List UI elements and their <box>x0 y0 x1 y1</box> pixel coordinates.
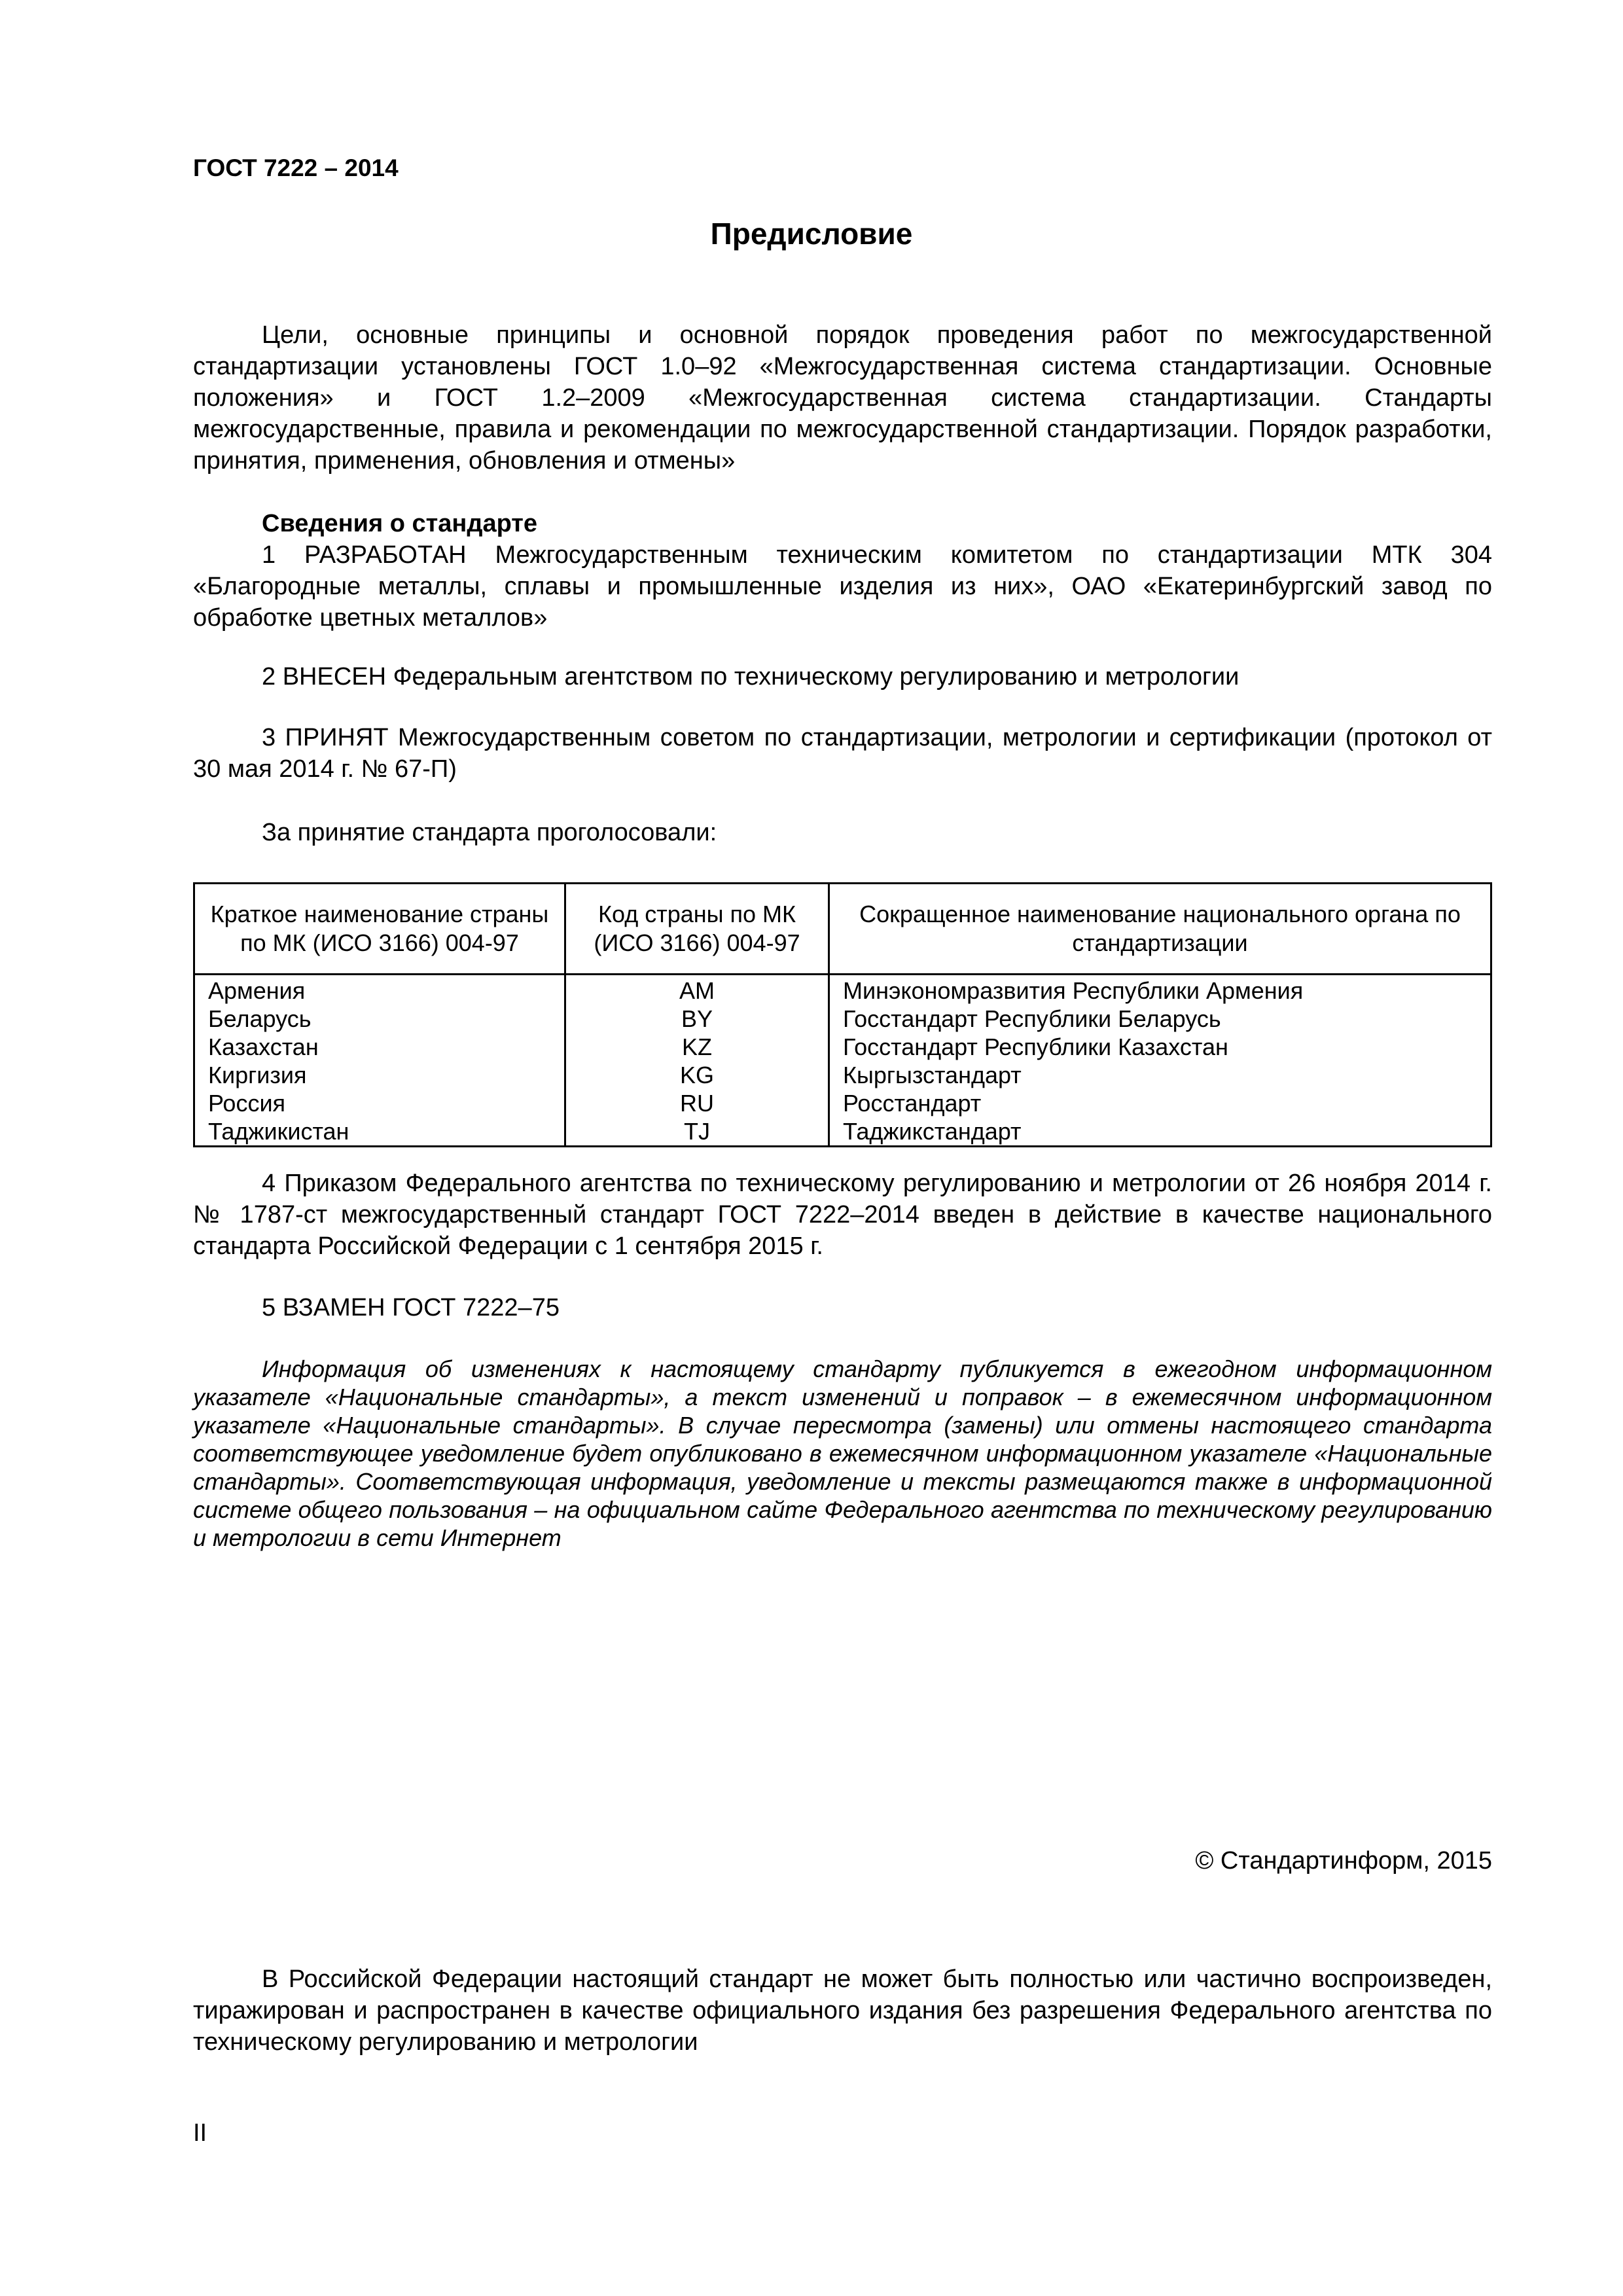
cell-body: Госстандарт Республики Беларусь <box>829 1005 1491 1033</box>
cell-country: Россия <box>194 1089 565 1117</box>
table-header-row <box>194 884 1491 975</box>
changes-notice: Информация об изменениях к настоящему стандарту публикуется в ежегодном информационном указателе «Национальные стандарты», а текст изменений и поправок – в ежемесячном информационном указателе «Национальные стандарты». В случае пересмотра (замены) или отмены настоящего стандарта соответствующее уведомление будет опубликовано в ежемесячном информационном указателе «Национальные стандарты». Соответствующая информация, уведомление и тексты размещаются также в информационной системе общего пользования – на официальном сайте Федерального агентства по техническому регулированию и метрологии в сети Интернет <box>193 1355 1492 1551</box>
table-row <box>194 975 1491 1005</box>
standard-header: ГОСТ 7222 – 2014 <box>193 154 399 181</box>
cell-country: Казахстан <box>194 1033 565 1061</box>
voting-table-container <box>193 882 1492 1147</box>
item-2-paragraph: 2 ВНЕСЕН Федеральным агентством по техническому регулированию и метрологии <box>262 663 1240 691</box>
cell-code: AM <box>565 975 829 1005</box>
header-national-body: Сокращенное наименование национального органа по стандартизации <box>829 884 1491 975</box>
cell-country: Беларусь <box>194 1005 565 1033</box>
table-row <box>194 1033 1491 1061</box>
vote-intro: За принятие стандарта проголосовали: <box>262 819 717 846</box>
page-title: Предисловие <box>710 217 913 251</box>
item-5-paragraph: 5 ВЗАМЕН ГОСТ 7222–75 <box>262 1294 560 1321</box>
cell-code: RU <box>565 1089 829 1117</box>
table-row <box>194 1061 1491 1089</box>
cell-country: Киргизия <box>194 1061 565 1089</box>
intro-paragraph: Цели, основные принципы и основной порядок проведения работ по межгосударственной стандартизации установлены ГОСТ 1.0–92 «Межгосударственная система стандартизации. Основные положения» и ГОСТ 1.2–2009 «Межгосударственная система стандартизации. Стандарты межгосударственные, правила и рекомендации по межгосударственной стандартизации. Порядок разработки, принятия, применения, обновления и отмены» <box>193 321 1492 475</box>
page-number: II <box>193 2119 207 2147</box>
header-country-name: Краткое наименование страны по МК (ИСО 3166) 004-97 <box>194 884 565 975</box>
header-country-code: Код страны по МК (ИСО 3166) 004-97 <box>565 884 829 975</box>
item-1-paragraph: 1 РАЗРАБОТАН Межгосударственным техническим комитетом по стандартизации МТК 304 «Благородные металлы, сплавы и промышленные изделия из них», ОАО «Екатеринбургский завод по обработке цветных металлов» <box>193 541 1492 632</box>
cell-code: KZ <box>565 1033 829 1061</box>
table-row <box>194 1005 1491 1033</box>
cell-country: Армения <box>194 975 565 1005</box>
copyright: © Стандартинформ, 2015 <box>1195 1847 1492 1874</box>
cell-body: Таджикстандарт <box>829 1117 1491 1147</box>
cell-body: Кыргызстандарт <box>829 1061 1491 1089</box>
item-4-paragraph: 4 Приказом Федерального агентства по техническому регулированию и метрологии от 26 ноября 2014 г. № 1787-ст межгосударственный стандарт ГОСТ 7222–2014 введен в действие в качестве национального стандарта Российской Федерации с 1 сентября 2015 г. <box>193 1170 1492 1260</box>
item-3-paragraph: 3 ПРИНЯТ Межгосударственным советом по стандартизации, метрологии и сертификации (протокол от 30 мая 2014 г. № 67-П) <box>193 724 1492 783</box>
cell-body: Росстандарт <box>829 1089 1491 1117</box>
table-row <box>194 1117 1491 1147</box>
cell-body: Минэкономразвития Республики Армения <box>829 975 1491 1005</box>
cell-code: BY <box>565 1005 829 1033</box>
info-heading: Сведения о стандарте <box>262 510 538 537</box>
cell-body: Госстандарт Республики Казахстан <box>829 1033 1491 1061</box>
cell-code: TJ <box>565 1117 829 1147</box>
voting-table <box>193 882 1492 1147</box>
cell-country: Таджикистан <box>194 1117 565 1147</box>
cell-code: KG <box>565 1061 829 1089</box>
rights-paragraph: В Российской Федерации настоящий стандарт не может быть полностью или частично воспроизведен, тиражирован и распространен в качестве официального издания без разрешения Федерального агентства по техническому регулированию и метрологии <box>193 1965 1492 2056</box>
table-row <box>194 1089 1491 1117</box>
